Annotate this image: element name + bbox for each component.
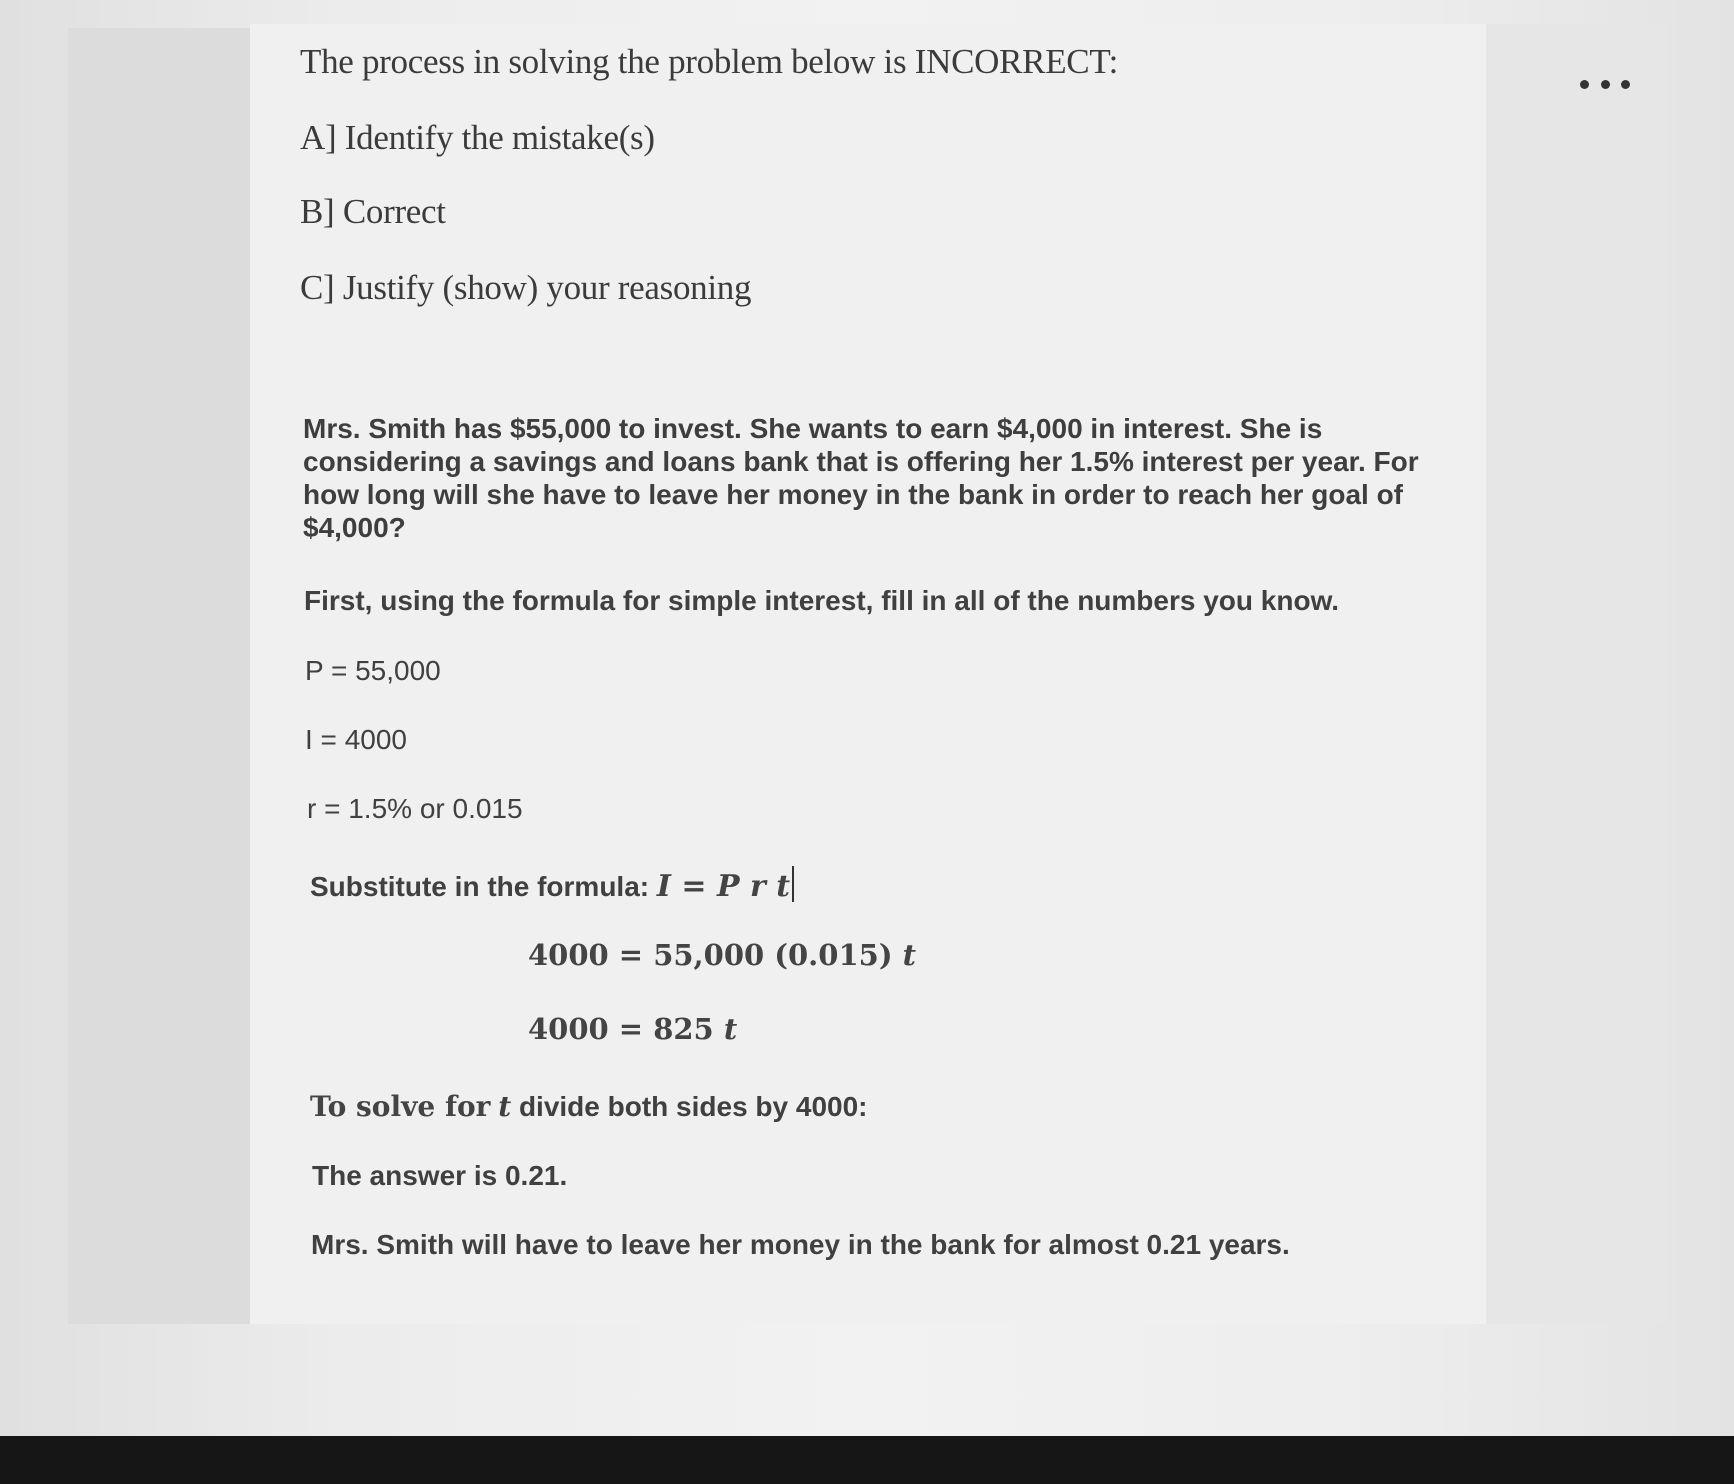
conclusion-text: Mrs. Smith will have to leave her money in the bank for almost 0.21 years.: [311, 1229, 1290, 1260]
instruction-step-c: C] Justify (show) your reasoning: [300, 268, 752, 307]
formula-p: P: [716, 869, 740, 904]
formula-lhs: I: [656, 869, 671, 904]
solve-var: t: [498, 1090, 512, 1123]
instruction-step-b: B] Correct: [300, 192, 446, 231]
substitute-line: [310, 866, 794, 904]
known-p: P = 55,000: [305, 655, 441, 686]
solve-line: [310, 1090, 868, 1123]
substitute-label: Substitute in the formula:: [310, 871, 650, 902]
equation-1: [528, 938, 916, 972]
equation-2-text: 4000 = 825: [528, 1012, 714, 1046]
known-r: r = 1.5% or 0.015: [307, 793, 523, 824]
formula-eq: =: [681, 869, 707, 904]
formula-r: r: [750, 869, 766, 904]
formula-t: t: [776, 869, 791, 904]
problem-statement: Mrs. Smith has $55,000 to invest. She wants to earn $4,000 in interest. She is considering a savings and loans bank that is offering her 1.5% interest per year. For how long will she have to leave her money in the bank in order to reach her goal of $4,000?: [303, 413, 1419, 543]
solve-suffix: divide both sides by 4000:: [518, 1091, 868, 1122]
monitor-bezel: [0, 1436, 1734, 1484]
first-step-text: First, using the formula for simple interest, fill in all of the numbers you know.: [304, 585, 1340, 616]
equation-1-text: 4000 = 55,000 (0.015): [528, 938, 893, 972]
instruction-step-a: A] Identify the mistake(s): [300, 118, 655, 157]
known-i: I = 4000: [305, 724, 407, 755]
equation-2: [528, 1012, 737, 1046]
more-options-button[interactable]: [1580, 72, 1630, 96]
right-margin-panel: [1486, 24, 1666, 1324]
formula: [657, 869, 794, 904]
text-cursor: [792, 866, 794, 902]
equation-2-var: t: [723, 1012, 738, 1046]
equation-1-var: t: [902, 938, 917, 972]
more-horizontal-icon: [1580, 80, 1589, 89]
solve-prefix: To solve for: [310, 1090, 491, 1123]
left-margin-panel: [68, 28, 250, 1324]
answer-text: The answer is 0.21.: [312, 1160, 568, 1191]
instructions-title: The process in solving the problem below is INCORRECT:: [300, 42, 1119, 81]
